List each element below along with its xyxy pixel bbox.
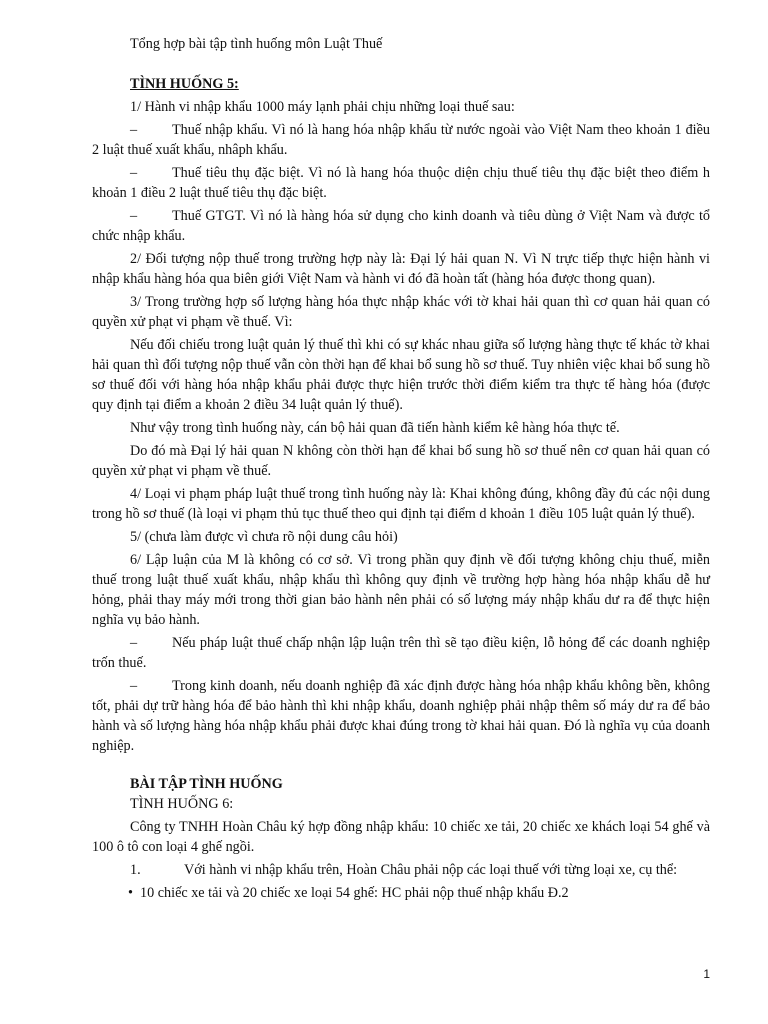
dash-item-text: Thuế tiêu thụ đặc biệt. Vì nó là hang hóa thuộc diện chịu thuế tiêu thụ đặc biệt theo điểm h khoản 1 điều 2 luật thuế tiêu thụ đặc biệt. bbox=[92, 165, 710, 201]
document-page bbox=[92, 34, 710, 903]
dash-item-obligation bbox=[92, 676, 710, 756]
dash-item-vat bbox=[92, 206, 710, 246]
paragraph-q3-result: Do đó mà Đại lý hải quan N không còn thời hạn để khai bổ sung hồ sơ thuế nên cơ quan hải quan có quyền xử phạt vi phạm về thuế. bbox=[92, 443, 710, 479]
running-header: Tổng hợp bài tập tình huống môn Luật Thuế bbox=[130, 36, 383, 52]
numbered-item-1 bbox=[92, 860, 710, 880]
dash-marker: – bbox=[130, 165, 138, 181]
spacer bbox=[92, 756, 710, 774]
bullet-marker: • bbox=[128, 885, 133, 901]
dash-marker: – bbox=[130, 122, 138, 138]
heading-tinh-huong-5 bbox=[130, 74, 710, 94]
dash-item-text: Thuế nhập khẩu. Vì nó là hang hóa nhập khẩu từ nước ngoài vào Việt Nam theo khoản 1 điều 2 luật thuế xuất khẩu, nhâph khẩu. bbox=[92, 122, 710, 158]
heading-bai-tap: BÀI TẬP TÌNH HUỐNG bbox=[130, 776, 283, 792]
heading-tinh-huong-6: TÌNH HUỐNG 6: bbox=[130, 796, 234, 812]
numbered-item-text: Với hành vi nhập khẩu trên, Hoàn Châu phải nộp các loại thuế với từng loại xe, cụ thể: bbox=[184, 862, 678, 878]
dash-marker: – bbox=[130, 208, 138, 224]
paragraph-q5: 5/ (chưa làm được vì chưa rõ nội dung câu hỏi) bbox=[130, 529, 398, 545]
dash-item-text: Nếu pháp luật thuế chấp nhận lập luận trên thì sẽ tạo điều kiện, lỗ hỏng để các doanh nghiệp trốn thuế. bbox=[92, 635, 710, 671]
paragraph-q2: 2/ Đối tượng nộp thuế trong trường hợp này là: Đại lý hải quan N. Vì N trực tiếp thực hiện hành vi nhập khẩu hàng hóa qua biên giới Việt Nam và hành vi đó đã hoàn tất (hàng hóa được thong quan). bbox=[92, 251, 710, 287]
bullet-item bbox=[92, 883, 710, 903]
paragraph-q1: 1/ Hành vi nhập khẩu 1000 máy lạnh phải chịu những loại thuế sau: bbox=[130, 99, 515, 115]
page-number: 1 bbox=[703, 967, 710, 981]
number-marker: 1. bbox=[130, 862, 141, 878]
paragraph-case-6: Công ty TNHH Hoàn Châu ký hợp đồng nhập khẩu: 10 chiếc xe tải, 20 chiếc xe khách loại 54 ghế và 100 ô tô con loại 4 ghế ngồi. bbox=[92, 819, 710, 855]
paragraph-q6: 6/ Lập luận của M là không có cơ sở. Vì trong phần quy định về đối tượng không chịu thuế, miễn thuế trong luật thuế xuất khẩu, nhập khẩu thì không quy định về trường hợp hàng hóa nhập khẩu dễ hư hỏng, phải thay máy mới trong thời gian bảo hành nên phải có số lượng máy nhập khẩu dư ra để thực hiện nghĩa vụ bảo hành. bbox=[92, 552, 710, 628]
paragraph-q3-conclusion: Như vậy trong tình huống này, cán bộ hải quan đã tiến hành kiểm kê hàng hóa thực tế. bbox=[130, 420, 620, 436]
heading-text: TÌNH HUỐNG 5: bbox=[130, 76, 239, 92]
dash-item-import-tax bbox=[92, 120, 710, 160]
dash-marker: – bbox=[130, 635, 138, 651]
bullet-item-text: 10 chiếc xe tải và 20 chiếc xe loại 54 ghế: HC phải nộp thuế nhập khẩu Đ.2 bbox=[140, 885, 569, 901]
paragraph-q3-explanation: Nếu đối chiếu trong luật quản lý thuế thì khi có sự khác nhau giữa số lượng hàng thực tế khác tờ khai hải quan thì đối tượng nộp thuế vẫn còn thời hạn để khai bổ sung hồ sơ thuế. Tuy nhiên việc khai bổ sung hồ sơ thuế đối với hàng hóa nhập khẩu phải được thực hiện trước thời điểm kiểm tra thực tế hàng hóa (được quy định tại điểm a khoản 2 điều 34 luật quản lý thuế). bbox=[92, 337, 710, 413]
dash-item-text: Thuế GTGT. Vì nó là hàng hóa sử dụng cho kinh doanh và tiêu dùng ở Việt Nam và được tổ chức nhập khẩu. bbox=[92, 208, 710, 244]
dash-item-excise-tax bbox=[92, 163, 710, 203]
paragraph-q3: 3/ Trong trường hợp số lượng hàng hóa thực nhập khác với tờ khai hải quan thì cơ quan hải quan có quyền xử phạt vi phạm về thuế. Vì: bbox=[92, 294, 710, 330]
dash-marker: – bbox=[130, 678, 138, 694]
dash-item-loophole bbox=[92, 633, 710, 673]
paragraph-q4: 4/ Loại vi phạm pháp luật thuế trong tình huống này là: Khai không đúng, không đầy đủ các nội dung trong hồ sơ thuế (là loại vi phạm thủ tục thuế theo qui định tại điểm d khoản 1 điều 105 luật quản lý thuế). bbox=[92, 486, 710, 522]
dash-item-text: Trong kinh doanh, nếu doanh nghiệp đã xác định được hàng hóa nhập khẩu không bền, không tốt, phải dự trữ hàng hóa để bảo hành thì khi nhập khẩu, doanh nghiệp phải nhập thêm số máy dư ra để bảo hành và số lượng hàng hóa nhập khẩu phải được khai đúng trong tờ khai hải quan. Đó là nghĩa vụ của doanh nghiệp. bbox=[92, 678, 710, 754]
